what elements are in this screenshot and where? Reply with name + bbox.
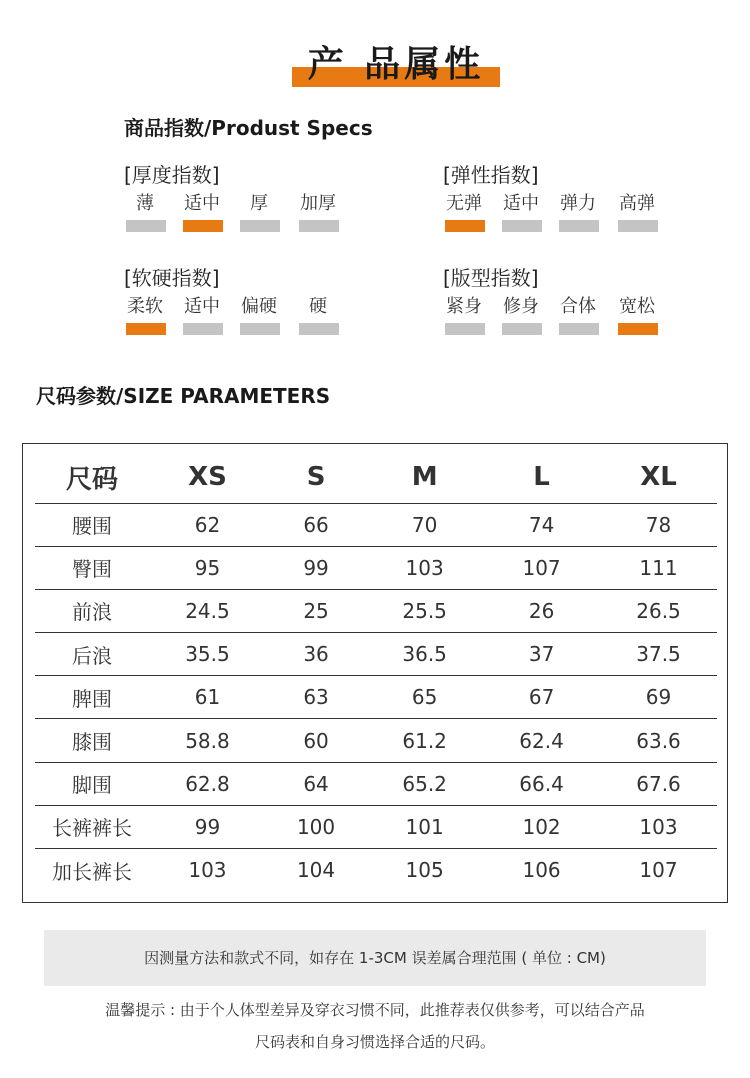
- size-value-cell: 63.6: [600, 719, 717, 762]
- page-title-text: 产 品属性: [307, 44, 485, 85]
- measurement-name: 脾围: [35, 676, 149, 719]
- spec-indicator: [299, 323, 339, 335]
- spec-option-label: 适中: [503, 193, 539, 214]
- size-value-cell: 36: [266, 633, 366, 676]
- spec-option-label: 加厚: [300, 193, 336, 214]
- spec-option-label: 弹力: [560, 193, 596, 214]
- size-value-cell: 111: [600, 546, 717, 589]
- table-row: [35, 719, 717, 762]
- size-table: [35, 452, 717, 892]
- spec-indicator: [240, 220, 280, 232]
- size-value-cell: 65: [366, 676, 483, 719]
- size-value-cell: 103: [600, 805, 717, 848]
- table-row: [35, 676, 717, 719]
- page-title: [292, 40, 500, 90]
- size-value-cell: 106: [522, 858, 561, 883]
- size-header-label: 尺码: [35, 452, 149, 503]
- size-table-body: [35, 503, 717, 892]
- size-value-cell: 58.8: [149, 719, 266, 762]
- measurement-name: 加长裤长: [52, 859, 132, 884]
- size-value-cell: 24.5: [149, 589, 266, 632]
- spec-option-label: 无弹: [446, 193, 482, 214]
- table-row: [35, 546, 717, 589]
- size-value-cell: 99: [149, 805, 266, 848]
- size-value-cell: 95: [149, 546, 266, 589]
- size-value-cell: 60: [266, 719, 366, 762]
- size-value-cell: 61: [149, 676, 266, 719]
- size-value-cell: 62.8: [149, 762, 266, 805]
- size-value-cell: 101: [366, 805, 483, 848]
- tip-line-2: 尺码表和自身习惯选择合适的尺码。: [254, 1033, 495, 1051]
- spec-group-thickness: [124, 162, 364, 242]
- size-value-cell: 70: [366, 503, 483, 546]
- spec-group-name: [弹性指数]: [443, 163, 539, 187]
- size-value-cell: 99: [266, 546, 366, 589]
- size-value-cell: 37: [483, 633, 600, 676]
- size-value-cell: 103: [366, 546, 483, 589]
- table-row: [35, 805, 717, 848]
- size-table-header-row: [35, 452, 717, 503]
- size-value-cell: 102: [483, 805, 600, 848]
- size-section-label: 尺码参数/SIZE PARAMETERS: [36, 384, 331, 408]
- spec-option-label: 宽松: [619, 296, 655, 317]
- spec-indicator: [240, 323, 280, 335]
- spec-indicator-selected: [126, 323, 166, 335]
- size-value-cell: 67.6: [600, 762, 717, 805]
- spec-indicator: [502, 220, 542, 232]
- measurement-name: 腰围: [35, 503, 149, 546]
- spec-indicator-selected: [618, 323, 658, 335]
- size-value-cell: 35.5: [149, 633, 266, 676]
- size-value-cell: 62.4: [483, 719, 600, 762]
- size-value-cell: 104: [296, 858, 336, 883]
- spec-group-fit: [443, 265, 683, 345]
- spec-indicator: [299, 220, 339, 232]
- size-value-cell: 67: [483, 676, 600, 719]
- spec-indicator: [183, 323, 223, 335]
- size-value-cell: 63: [266, 676, 366, 719]
- size-value-cell: 78: [600, 503, 717, 546]
- measurement-name: 脚围: [35, 762, 149, 805]
- spec-group-elasticity: [443, 162, 683, 242]
- measurement-name: 臀围: [35, 546, 149, 589]
- spec-indicator: [126, 220, 166, 232]
- spec-option-label: 偏硬: [241, 296, 277, 317]
- size-value-cell: 65.2: [366, 762, 483, 805]
- table-row: [35, 633, 717, 676]
- size-value-cell: 66.4: [483, 762, 600, 805]
- spec-indicator: [559, 220, 599, 232]
- spec-option-label: 厚: [250, 193, 268, 214]
- table-row: [35, 762, 717, 805]
- spec-option-label: 硬: [309, 296, 327, 317]
- table-row: [35, 589, 717, 632]
- spec-option-label: 修身: [503, 296, 539, 317]
- size-value-cell: 25.5: [366, 589, 483, 632]
- spec-option-label: 紧身: [446, 296, 482, 317]
- tip-line-1: 温馨提示 : 由于个人体型差异及穿衣习惯不同，此推荐表仅供参考，可以结合产品: [105, 1001, 645, 1019]
- size-value-cell: 26.5: [600, 589, 717, 632]
- measurement-name: 后浪: [35, 633, 149, 676]
- spec-indicator: [502, 323, 542, 335]
- size-header-cell: XL: [600, 452, 717, 503]
- size-header-cell: L: [483, 452, 600, 503]
- spec-option-label: 薄: [136, 193, 154, 214]
- size-header-cell: M: [366, 452, 483, 503]
- size-value-cell: 64: [266, 762, 366, 805]
- spec-indicator-selected: [445, 220, 485, 232]
- size-value-cell: 107: [483, 546, 600, 589]
- size-header-cell: S: [266, 452, 366, 503]
- spec-group-name: [版型指数]: [443, 266, 539, 290]
- specs-section-label: 商品指数/Produst Specs: [124, 116, 373, 140]
- size-table-frame: [22, 443, 728, 903]
- spec-option-label: 合体: [560, 296, 596, 317]
- size-value-cell: 25: [266, 589, 366, 632]
- spec-option-label: 高弹: [619, 193, 655, 214]
- table-row: [35, 503, 717, 546]
- size-value-cell: 26: [483, 589, 600, 632]
- size-value-cell: 37.5: [600, 633, 717, 676]
- spec-indicator: [559, 323, 599, 335]
- size-value-cell: 107: [639, 858, 678, 883]
- spec-indicator: [445, 323, 485, 335]
- size-value-cell: 36.5: [366, 633, 483, 676]
- spec-group-name: [软硬指数]: [124, 266, 220, 290]
- measurement-name: 前浪: [35, 589, 149, 632]
- table-row: [35, 849, 717, 892]
- spec-option-label: 适中: [184, 193, 220, 214]
- size-value-cell: 61.2: [366, 719, 483, 762]
- measurement-note: 因测量方法和款式不同，如存在 1-3CM 误差属合理范围 ( 单位 : CM): [44, 930, 706, 986]
- spec-option-label: 适中: [184, 296, 220, 317]
- spec-group-softness: [124, 265, 364, 345]
- spec-group-name: [厚度指数]: [124, 163, 220, 187]
- size-value-cell: 62: [149, 503, 266, 546]
- measurement-name: 长裤裤长: [35, 805, 149, 848]
- size-value-cell: 100: [266, 805, 366, 848]
- size-header-cell: XS: [149, 452, 266, 503]
- spec-option-label: 柔软: [127, 296, 163, 317]
- size-value-cell: 66: [266, 503, 366, 546]
- size-value-cell: 74: [483, 503, 600, 546]
- size-value-cell: 69: [600, 676, 717, 719]
- measurement-name: 膝围: [35, 719, 149, 762]
- spec-indicator-selected: [183, 220, 223, 232]
- size-value-cell: 103: [188, 858, 227, 883]
- size-value-cell: 105: [405, 858, 444, 883]
- spec-indicator: [618, 220, 658, 232]
